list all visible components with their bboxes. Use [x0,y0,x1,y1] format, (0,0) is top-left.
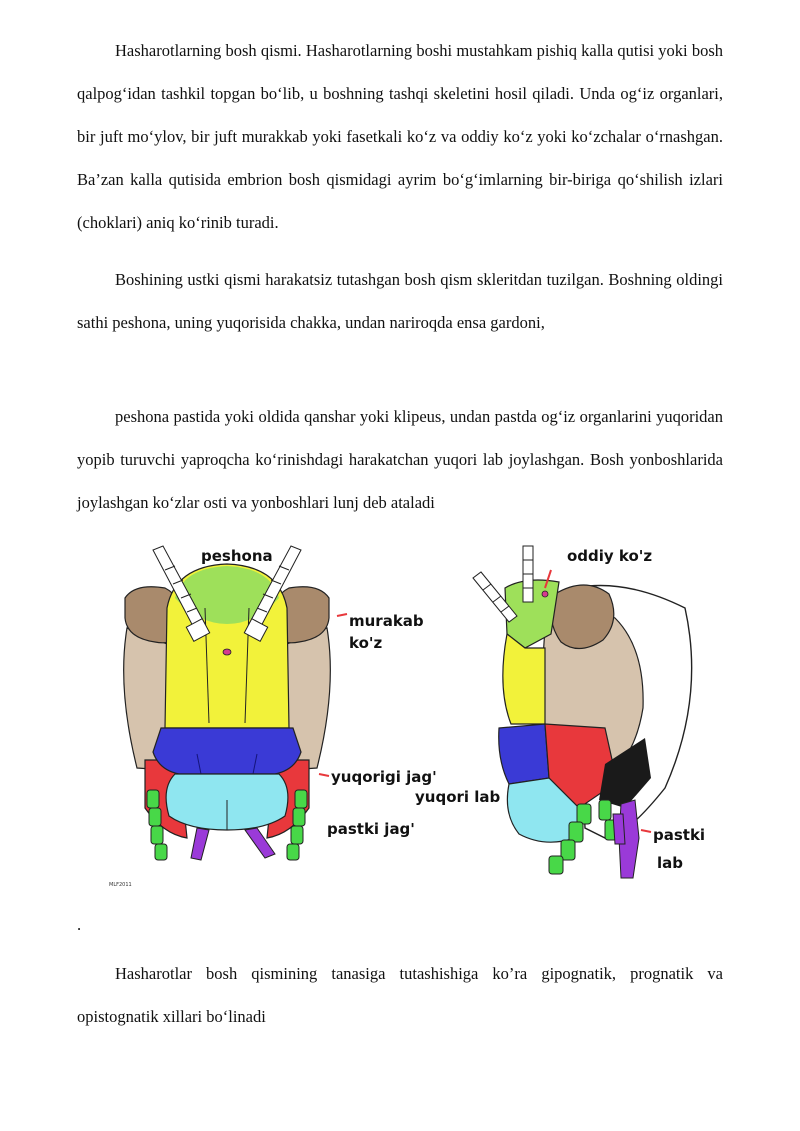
label-pastki: pastki [653,826,706,844]
paragraph-head-parts [77,258,723,344]
pointer [641,830,651,832]
compound-eye-side [551,585,614,649]
label-yuqori-lab: yuqori lab [415,788,501,806]
stray-period: . [77,915,82,934]
front-view [109,546,437,888]
label-yuqorigi-jag: yuqorigi jag' [331,768,437,786]
paragraph-text: Hasharotlarning bosh qismi. Hasharotlarning boshi mustahkam pishiq kalla qutisi yoki bosh qalpog‘idan tashkil topgan bo‘lib, u boshning tashqi skeletini hosil qiladi. Unda og‘iz organlari, bir juft mo‘ylov, bir juft murakkab yoki fasetkali ko‘z va oddiy ko‘z yoki ko‘zchalar o‘rnashgan. Ba’zan kalla qutisida embrion bosh qismidagi ayrim bo‘g‘imlarning bir-biriga qo‘shilish izlari (choklari) aniq ko‘rinib turadi. [77,41,723,232]
clypeus-side [499,724,549,784]
labium-side [613,814,625,844]
ocellus [223,649,231,655]
pointer [319,774,329,776]
figure-credit: MLF2011 [109,882,132,888]
label-murakab: murakab [349,612,424,630]
ocellus-side [542,591,548,597]
label-oddiy-koz: oddiy ko'z [567,547,653,565]
paragraph-text: peshona pastida yoki oldida qanshar yoki klipeus, undan pastda og‘iz organlarini yuqoridan yopib turuvchi yaproqcha ko‘rinishdagi harakatchan yuqori lab joylashgan. Bosh yonboshlarida joylashgan ko‘zlar osti va yonboshlari lunj deb ataladi [77,407,723,512]
label-pastki-jag: pastki jag' [327,820,415,838]
paragraph-text: Hasharotlar bosh qismining tanasiga tutashishiga ko’ra gipognatik, prognatik va opistognatik xillari bo‘linadi [77,964,723,1026]
label-koz: ko'z [349,634,383,652]
side-view [415,546,705,878]
paragraph-head-description [77,29,723,244]
insect-head-diagram [105,538,745,893]
pointer [337,614,347,616]
frons-side [503,634,545,724]
clypeus [153,728,301,774]
paragraph-head-types [77,952,723,1038]
label-lab: lab [657,854,684,872]
paragraph-text: Boshining ustki qismi harakatsiz tutashgan bosh qism skleritdan tuzilgan. Boshning oldingi sathi peshona, uning yuqorisida chakka, undan nariroqda ensa gardoni, [77,270,723,332]
labial-palp-left [191,828,209,860]
label-peshona: peshona [201,547,273,565]
paragraph-mouth-parts [77,395,723,524]
